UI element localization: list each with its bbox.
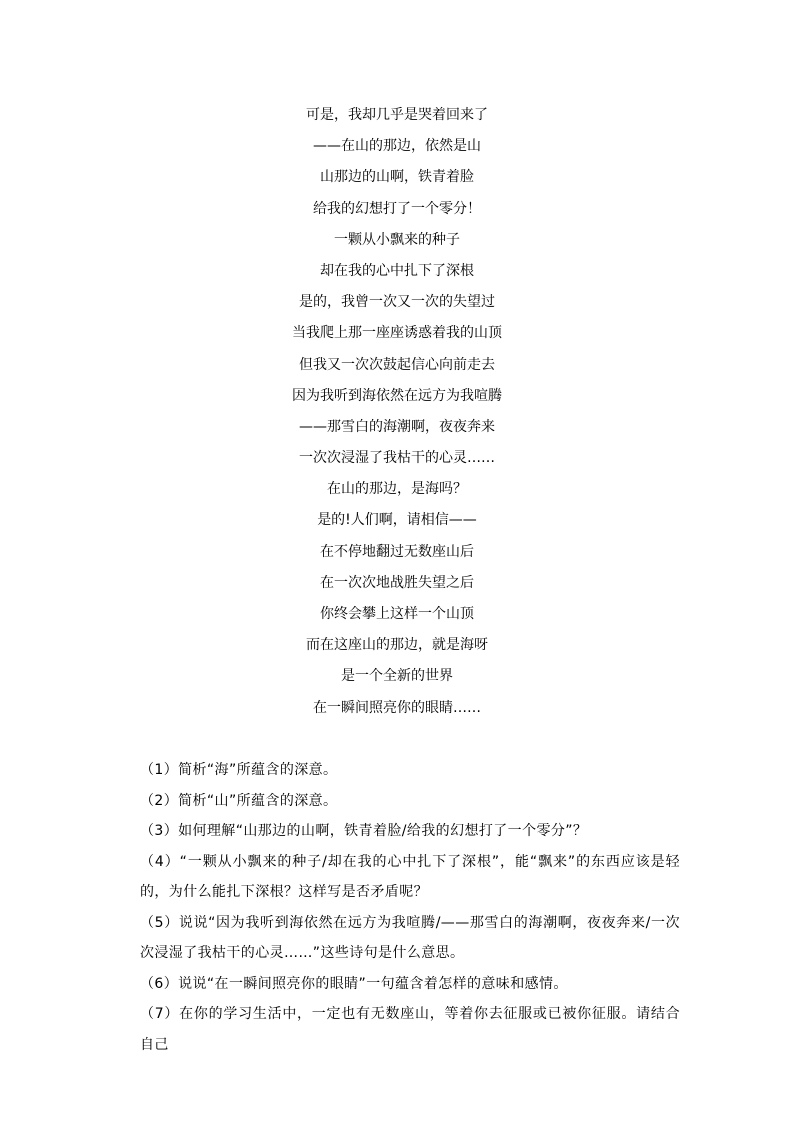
poem-line: 山那边的山啊，铁青着脸	[320, 169, 474, 186]
question-item: （3）如何理解“山那边的山啊，铁青着脸/给我的幻想打了一个零分”？	[140, 823, 588, 839]
question-item: （4）“一颗从小飘来的种子/却在我的心中扎下了深根”，能“飘来”的东西应该是轻的，为什么能扎下深根？这样写是否矛盾呢？	[140, 853, 680, 900]
poem-line: 可是，我却几乎是哭着回来了	[306, 107, 488, 123]
question-list	[140, 755, 680, 1060]
poem-line: 却在我的心中扎下了深根	[320, 262, 474, 279]
poem-line: 而在这座山的那边，就是海呀	[306, 637, 488, 654]
poem-line: 当我爬上那一座座诱惑着我的山顶	[292, 325, 502, 342]
question-item: （1）简析“海”所蕴含的深意。	[140, 762, 338, 778]
poem-line: 在山的那边，是海吗？	[327, 481, 467, 498]
question-item: （2）简析“山”所蕴含的深意。	[140, 792, 338, 809]
poem-line: 你终会攀上这样一个山顶	[320, 606, 474, 622]
question-item: （6）说说“在一瞬间照亮你的眼睛”一句蕴含着怎样的意味和感情。	[140, 975, 568, 992]
poem	[0, 100, 794, 724]
poem-line: 但我又一次次鼓起信心向前走去	[299, 356, 495, 373]
poem-line: 在一瞬间照亮你的眼睛……	[313, 699, 481, 716]
poem-line: ——在山的那边，依然是山	[313, 138, 481, 155]
question-item: （7）在你的学习生活中，一定也有无数座山，等着你去征服或已被你征服。请结合自己	[140, 1006, 680, 1053]
question-item: （5）说说“因为我听到海依然在远方为我喧腾/——那雪白的海潮啊，夜夜奔来/一次次浸湿了我枯干的心灵……”这些诗句是什么意思。	[140, 914, 680, 961]
poem-line: 在不停地翻过无数座山后	[320, 543, 474, 560]
poem-line: 一颗从小飘来的种子	[334, 231, 460, 248]
poem-line: 是一个全新的世界	[341, 668, 453, 685]
poem-line: 在一次次地战胜失望之后	[320, 574, 474, 591]
poem-line: 是的!人们啊，请相信——	[317, 512, 477, 529]
poem-line: 给我的幻想打了一个零分！	[313, 200, 481, 217]
poem-line: 因为我听到海依然在远方为我喧腾	[292, 387, 502, 404]
poem-line: 是的，我曾一次又一次的失望过	[299, 294, 495, 311]
poem-line: ——那雪白的海潮啊，夜夜奔来	[299, 418, 495, 435]
poem-line: 一次次浸湿了我枯干的心灵……	[299, 450, 495, 467]
